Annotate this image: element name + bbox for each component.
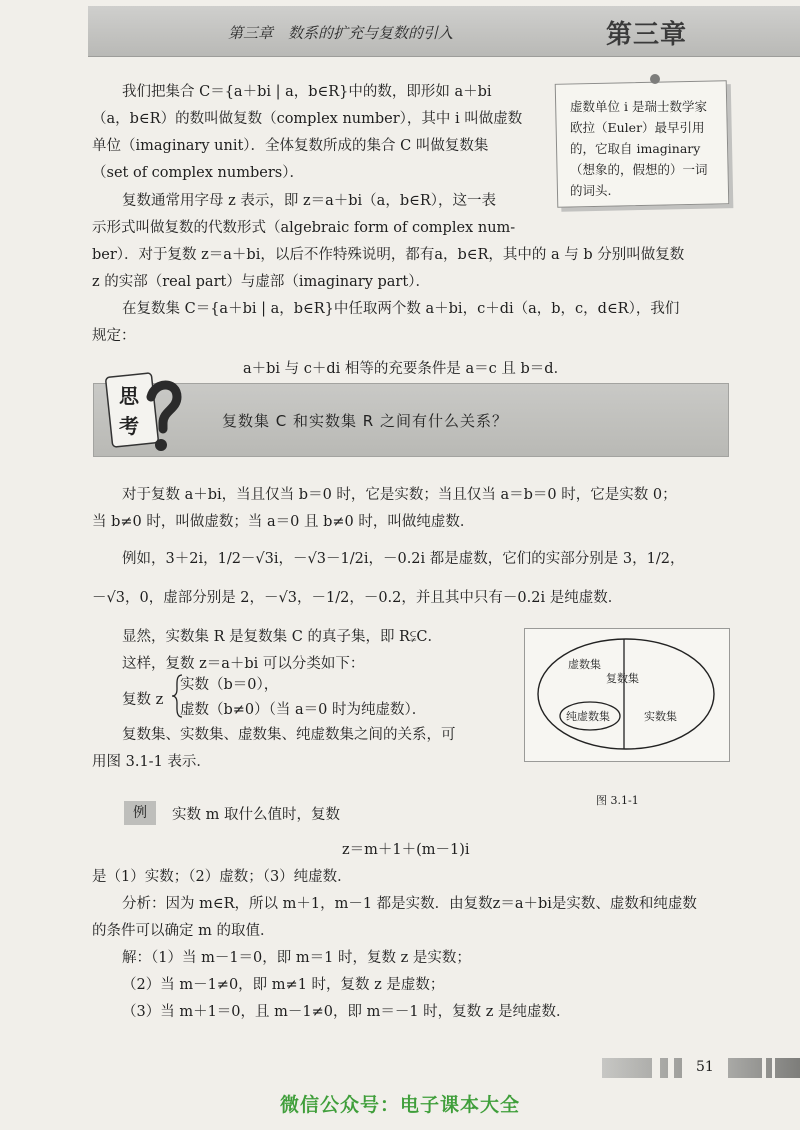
analysis-line: 分析：因为 m∈R，所以 m＋1，m－1 都是实数．由复数z＝a＋bi是实数、虚数和纯虚数 [122,896,697,912]
classify-imaginary: 虚数（b≠0）（当 a＝0 时为纯虚数）． [180,702,427,718]
text-line: 显然，实数集 R 是复数集 C 的真子集，即 R⫋C． [122,629,442,645]
example-ask: 是（1）实数；（2）虚数；（3）纯虚数． [92,869,352,885]
footer-bar-gap [772,1058,775,1078]
think-char-1: 思 [119,384,139,408]
think-question: 复数集 C 和实数集 R 之间有什么关系？ [222,412,508,430]
venn-diagram [524,628,728,760]
text-line: 这样，复数 z＝a＋bi 可以分类如下： [122,656,365,672]
text-line: 例如，3＋2i，1/2－√3i，－√3－1/2i，－0.2i 都是虚数，它们的实部分别是 3，1/2， [122,551,685,567]
text-line: 规定： [92,328,136,344]
text-line: （a，b∈R）的数叫做复数（complex number），其中 i 叫做虚数 [92,111,523,127]
example-formula: z＝m＋1＋(m－1)i [342,842,470,858]
figure-caption: 图 3.1-1 [596,794,639,807]
text-line: 单位（imaginary unit）．全体复数所成的集合 C 叫做复数集 [92,138,489,154]
text-line: 示形式叫做复数的代数形式（algebraic form of complex num- [92,220,516,236]
solution-line-3: （3）当 m＋1＝0，且 m－1≠0，即 m＝－1 时，复数 z 是纯虚数． [122,1004,571,1020]
venn-label-imaginary: 虚数集 [568,658,601,671]
text-line: 用图 3.1-1 表示． [92,754,211,770]
text-line: 在复数集 C＝{a＋bi | a，b∈R}中任取两个数 a＋bi，c＋di（a，b，c，d∈R），我们 [122,301,680,317]
example-tag: 例 [124,801,156,825]
text-line: －√3，0，虚部分别是 2，－√3，－1/2，－0.2，并且其中只有－0.2i 是纯虚数． [92,590,623,606]
classify-real: 实数（b＝0）， [180,677,279,693]
venn-label-complex: 复数集 [606,672,639,685]
text-line: 当 b≠0 时，叫做虚数；当 a＝0 且 b≠0 时，叫做纯虚数． [92,514,475,530]
watermark: 微信公众号：电子课本大全 [279,1094,520,1116]
page-number: 51 [696,1059,714,1075]
text-line: 复数通常用字母 z 表示，即 z＝a＋bi（a，b∈R），这一表 [122,193,496,209]
think-question-icon [103,367,183,459]
analysis-line: 的条件可以确定 m 的取值． [92,923,275,939]
solution-line-1: 解：（1）当 m－1＝0，即 m＝1 时，复数 z 是实数； [122,950,471,966]
venn-label-pure-imaginary: 纯虚数集 [566,710,610,723]
pin-icon [650,74,660,84]
text-line: （set of complex numbers）． [92,165,304,181]
chapter-label: 第三章 [606,20,688,50]
example-prompt: 实数 m 取什么值时，复数 [172,807,340,823]
footer-bar-gap [652,1058,660,1078]
think-char-2: 考 [119,414,139,438]
equality-condition: a＋bi 与 c＋di 相等的充要条件是 a＝c 且 b＝d． [243,361,569,377]
footer-bar-gap [668,1058,674,1078]
text-line: 复数集、实数集、虚数集、纯虚数集之间的关系，可 [122,727,456,743]
text-line: 我们把集合 C＝{a＋bi | a，b∈R}中的数，即形如 a＋bi [122,84,492,100]
text-line: 对于复数 a＋bi，当且仅当 b＝0 时，它是实数；当且仅当 a＝b＝0 时，它是实数 0； [122,487,677,503]
text-line: ber）．对于复数 z＝a＋bi，以后不作特殊说明，都有a，b∈R，其中的 a 与 b 分别叫做复数 [92,247,685,263]
classify-prefix: 复数 z [122,692,164,708]
footer-bar-gap [762,1058,766,1078]
text-line: z 的实部（real part）与虚部（imaginary part）． [92,274,430,290]
venn-label-real: 实数集 [644,710,677,723]
solution-line-2: （2）当 m－1≠0，即 m≠1 时，复数 z 是虚数； [122,977,445,993]
running-header-title: 第三章 数系的扩充与复数的引入 [228,24,454,42]
margin-note-text: 虚数单位 i 是瑞士数学家欧拉（Euler）最早引用的，它取自 imaginary（想象的，假想的）一词的词头. [570,99,708,198]
